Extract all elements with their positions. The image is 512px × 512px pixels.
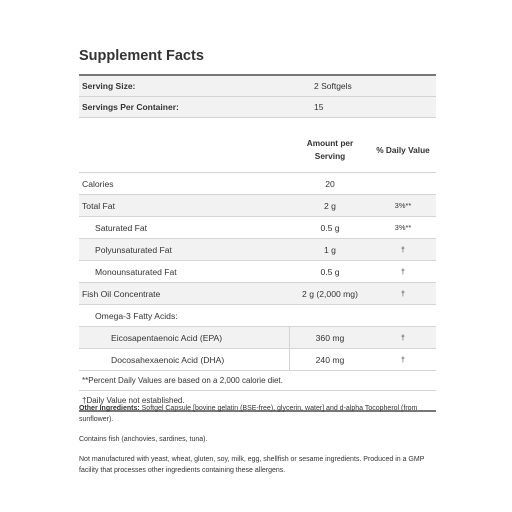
nutrient-amount: 0.5 g <box>320 266 340 277</box>
footnote-daily-value-basis: **Percent Daily Values are based on a 2,000 calorie diet. <box>82 376 283 385</box>
daily-value-header: % Daily Value <box>376 145 430 155</box>
nutrient-dv: † <box>400 289 406 298</box>
nutrient-row-monounsaturated-fat <box>79 260 436 282</box>
nutrient-row-saturated-fat <box>79 216 436 238</box>
nutrient-dv: 3%** <box>394 223 412 232</box>
nutrient-row-dha <box>79 348 436 371</box>
nutrient-row-calories <box>79 172 436 194</box>
column-header-row <box>79 128 436 172</box>
nutrient-row-total-fat <box>79 194 436 216</box>
nutrient-name: Monounsaturated Fat <box>95 266 177 277</box>
other-ingredients <box>79 403 439 425</box>
servings-per-container-label: Servings Per Container: <box>82 102 179 112</box>
nutrient-amount: 240 mg <box>315 354 345 365</box>
nutrient-name: Total Fat <box>82 200 115 211</box>
nutrient-amount: 0.5 g <box>320 222 340 233</box>
nutrient-row-fish-oil-concentrate <box>79 282 436 304</box>
supplement-facts-panel <box>79 46 436 412</box>
footnote-not-established: †Daily Value not established. <box>82 396 185 405</box>
nutrient-dv: † <box>400 355 406 364</box>
allergen-statement: Not manufactured with yeast, wheat, gluten, soy, milk, egg, shellfish or sesame ingredients. Produced in a GMP facility that processes other ingredients containing these allergens. <box>79 456 425 474</box>
contains-statement: Contains fish (anchovies, sardines, tuna). <box>79 436 208 443</box>
nutrient-row-omega-3 <box>79 304 436 326</box>
nutrient-amount: 2 g <box>324 200 336 211</box>
nutrient-row-polyunsaturated-fat <box>79 238 436 260</box>
nutrient-row-epa <box>79 326 436 348</box>
nutrient-amount: 2 g (2,000 mg) <box>302 288 358 299</box>
nutrient-name: Fish Oil Concentrate <box>82 288 161 299</box>
nutrient-dv: † <box>400 267 406 276</box>
serving-size-value: 2 Softgels <box>314 81 352 91</box>
nutrient-name: Docosahexaenoic Acid (DHA) <box>79 349 290 370</box>
nutrient-dv: † <box>400 333 406 342</box>
amount-per-serving-header: Amount per Serving <box>306 138 354 161</box>
servings-per-container-row <box>79 97 436 118</box>
nutrient-name: Saturated Fat <box>95 222 148 233</box>
nutrient-amount: 20 <box>325 178 335 189</box>
serving-size-row <box>79 76 436 97</box>
nutrient-dv: † <box>400 245 406 254</box>
panel-title: Supplement Facts <box>79 48 204 64</box>
nutrient-amount: 1 g <box>324 244 336 255</box>
nutrient-name: Polyunsaturated Fat <box>95 244 172 255</box>
label-notes <box>79 403 439 485</box>
nutrient-dv: 3%** <box>394 201 412 210</box>
other-ingredients-label: Other Ingredients: <box>79 405 140 412</box>
nutrient-name: Omega-3 Fatty Acids: <box>95 310 178 321</box>
nutrient-name: Calories <box>82 178 114 189</box>
servings-per-container-value: 15 <box>314 102 324 112</box>
other-ingredients-text: Softgel Capsule [bovine gelatin (BSE-free), glycerin, water] and d-alpha Tocopherol (from sunflower). <box>79 405 418 423</box>
serving-size-label: Serving Size: <box>82 81 136 91</box>
nutrient-name: Eicosapentaenoic Acid (EPA) <box>79 327 290 348</box>
nutrient-amount: 360 mg <box>315 332 345 343</box>
